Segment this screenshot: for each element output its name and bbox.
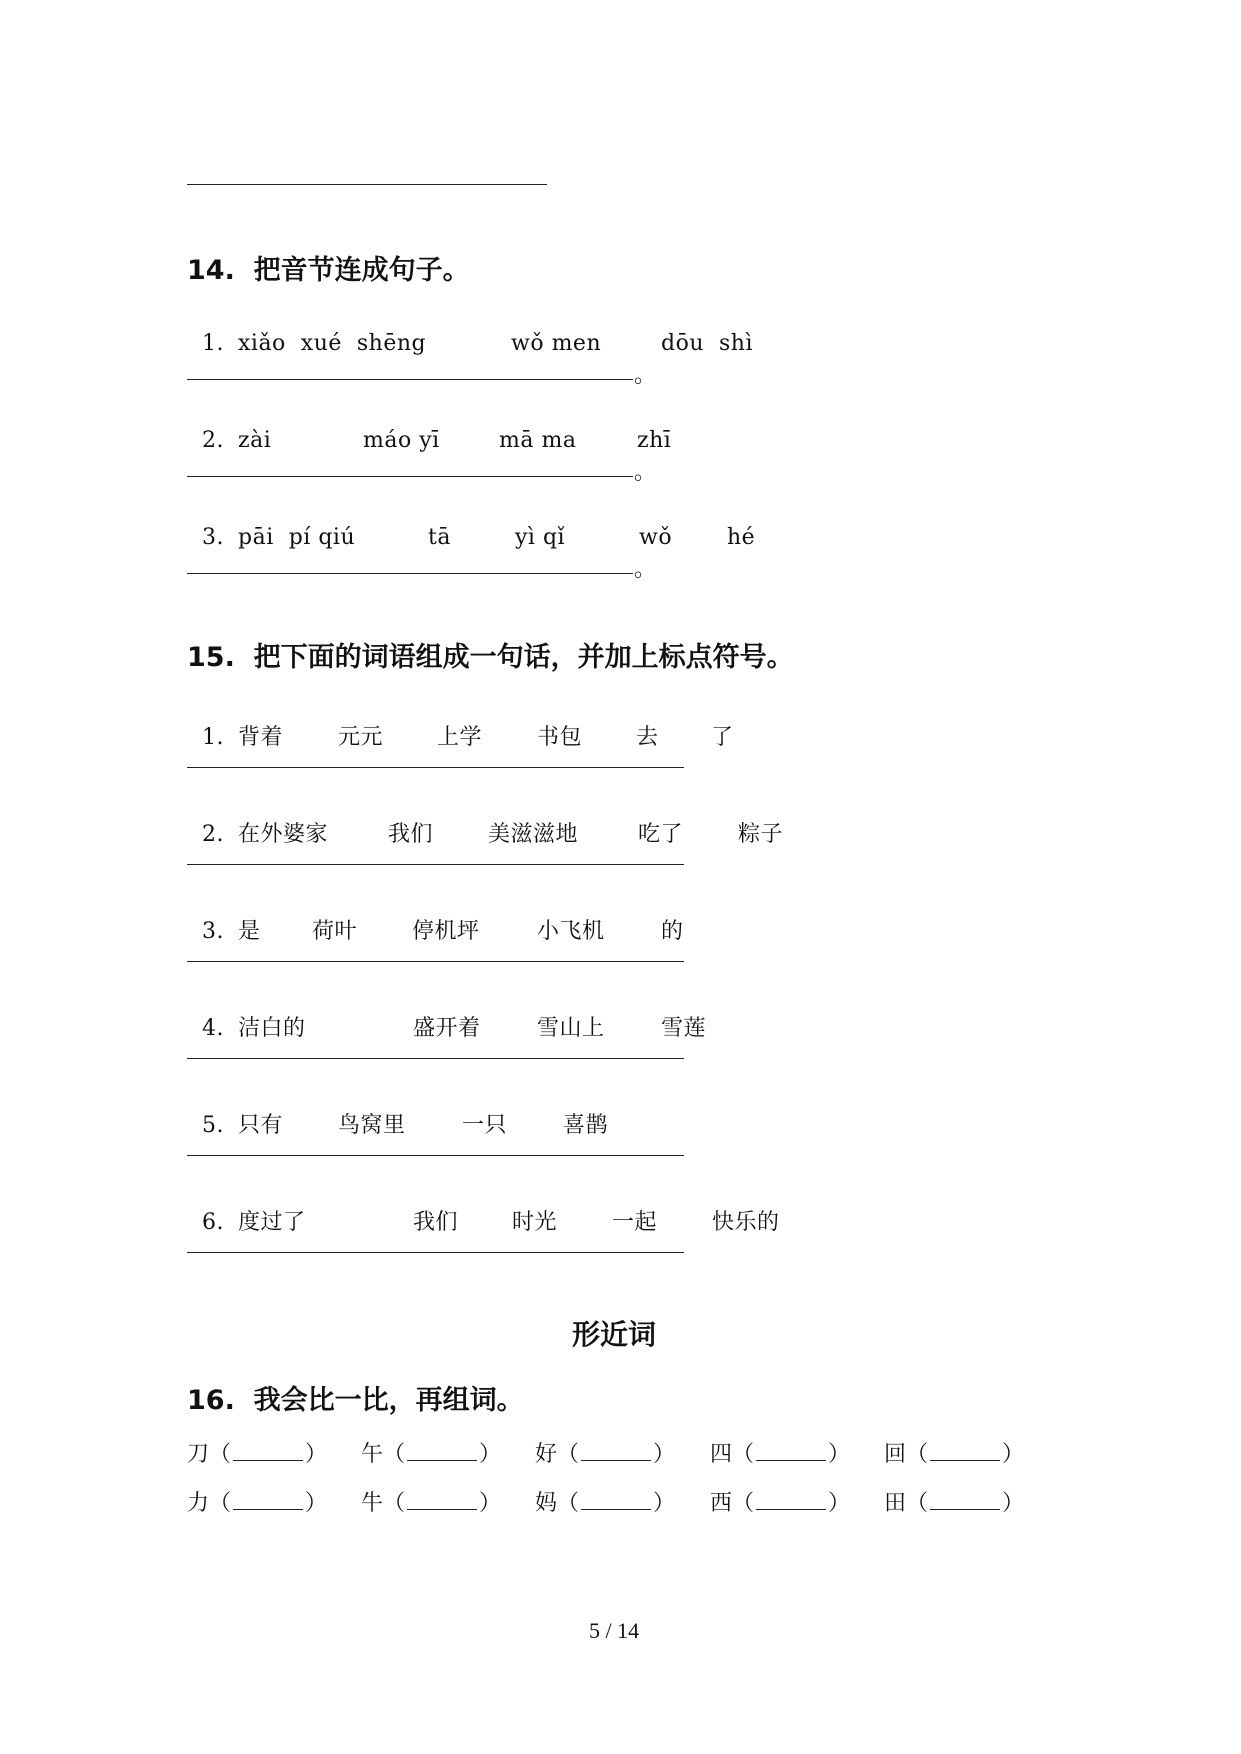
close-paren: ） [305, 1491, 328, 1516]
syllable: zài [238, 428, 272, 453]
close-paren: ） [479, 1491, 502, 1516]
word: 停机坪 [412, 919, 480, 944]
char-pair [187, 1437, 327, 1468]
syllable: xiǎo xué shēng [238, 331, 427, 356]
answer-period: 。 [634, 460, 657, 485]
character: 力 [187, 1491, 210, 1516]
syllable: tā [428, 525, 451, 550]
answer-line [187, 1058, 684, 1059]
item-number: 4. [202, 1016, 224, 1041]
character: 田 [884, 1491, 907, 1516]
word: 元元 [338, 725, 384, 750]
answer-blank[interactable] [581, 1491, 651, 1510]
char-pair [710, 1437, 850, 1468]
item-number: 3. [202, 919, 224, 944]
character: 刀 [187, 1442, 210, 1467]
word: 盛开着 [413, 1016, 481, 1041]
q15-item-1 [187, 695, 734, 751]
word: 雪莲 [661, 1016, 707, 1041]
q14-item-2 [187, 403, 671, 453]
syllable: wǒ [639, 525, 673, 550]
char-pair [535, 1437, 675, 1468]
char-pair [884, 1437, 1024, 1468]
character: 牛 [361, 1491, 384, 1516]
char-pair [535, 1486, 675, 1517]
answer-blank[interactable] [407, 1442, 477, 1461]
word: 书包 [537, 725, 583, 750]
character: 回 [884, 1442, 907, 1467]
question-16-title: 16. 我会比一比，再组词。 [187, 1385, 524, 1416]
answer-line [187, 864, 684, 865]
answer-line [187, 767, 684, 768]
open-paren: （ [557, 1491, 580, 1516]
item-number: 5. [202, 1113, 224, 1138]
item-number: 1. [202, 725, 224, 750]
word: 小飞机 [537, 919, 605, 944]
word: 雪山上 [537, 1016, 605, 1041]
word: 去 [636, 725, 659, 750]
open-paren: （ [209, 1442, 232, 1467]
word: 鸟窝里 [338, 1113, 406, 1138]
answer-line [187, 379, 633, 380]
answer-blank[interactable] [930, 1491, 1000, 1510]
close-paren: ） [1002, 1442, 1025, 1467]
character: 午 [361, 1442, 384, 1467]
char-pair [710, 1486, 850, 1517]
character: 好 [535, 1442, 558, 1467]
open-paren: （ [383, 1442, 406, 1467]
close-paren: ） [305, 1442, 328, 1467]
close-paren: ） [828, 1491, 851, 1516]
item-number: 1. [202, 331, 224, 356]
char-pair [884, 1486, 1024, 1517]
word: 喜鹊 [563, 1113, 609, 1138]
answer-blank[interactable] [930, 1442, 1000, 1461]
word: 美滋滋地 [488, 822, 579, 847]
syllable: dōu shì [661, 331, 753, 356]
word: 上学 [437, 725, 483, 750]
char-pair [361, 1486, 501, 1517]
word: 的 [661, 919, 684, 944]
q15-item-4 [187, 986, 706, 1042]
word: 荷叶 [312, 919, 358, 944]
answer-line-top [187, 184, 547, 185]
q14-item-3 [187, 500, 755, 550]
open-paren: （ [732, 1442, 755, 1467]
answer-line [187, 476, 633, 477]
answer-blank[interactable] [407, 1491, 477, 1510]
answer-blank[interactable] [233, 1491, 303, 1510]
close-paren: ） [479, 1442, 502, 1467]
syllable: yì qǐ [515, 525, 566, 550]
open-paren: （ [906, 1442, 929, 1467]
word: 我们 [413, 1210, 459, 1235]
word: 度过了 [238, 1210, 306, 1235]
item-number: 6. [202, 1210, 224, 1235]
syllable: máo yī [363, 428, 440, 453]
word: 快乐的 [712, 1210, 780, 1235]
word: 洁白的 [238, 1016, 306, 1041]
word: 一只 [462, 1113, 508, 1138]
character: 妈 [535, 1491, 558, 1516]
open-paren: （ [557, 1442, 580, 1467]
answer-blank[interactable] [233, 1442, 303, 1461]
open-paren: （ [906, 1491, 929, 1516]
syllable: wǒ men [511, 331, 602, 356]
char-pair [187, 1486, 327, 1517]
answer-blank[interactable] [756, 1491, 826, 1510]
answer-line [187, 573, 633, 574]
character: 西 [710, 1491, 733, 1516]
word: 吃了 [638, 822, 684, 847]
word: 背着 [238, 725, 284, 750]
q15-item-6 [187, 1180, 780, 1236]
syllable: mā ma [499, 428, 577, 453]
word: 粽子 [738, 822, 784, 847]
q15-item-2 [187, 792, 783, 848]
q14-item-1 [187, 306, 753, 356]
answer-line [187, 961, 684, 962]
answer-line [187, 1155, 684, 1156]
question-14-title: 14. 把音节连成句子。 [187, 255, 470, 286]
char-pair [361, 1437, 501, 1468]
word: 一起 [612, 1210, 658, 1235]
character: 四 [710, 1442, 733, 1467]
item-number: 2. [202, 822, 224, 847]
word: 是 [238, 919, 261, 944]
answer-blank[interactable] [581, 1442, 651, 1461]
word: 在外婆家 [238, 822, 329, 847]
item-number: 2. [202, 428, 224, 453]
open-paren: （ [383, 1491, 406, 1516]
word: 时光 [512, 1210, 558, 1235]
word: 我们 [388, 822, 434, 847]
answer-line [187, 1252, 684, 1253]
close-paren: ） [653, 1442, 676, 1467]
answer-period: 。 [634, 557, 657, 582]
subheading-similar-characters: 形近词 [572, 1318, 657, 1351]
syllable: hé [727, 525, 756, 550]
open-paren: （ [732, 1491, 755, 1516]
open-paren: （ [209, 1491, 232, 1516]
answer-blank[interactable] [756, 1442, 826, 1461]
close-paren: ） [1002, 1491, 1025, 1516]
item-number: 3. [202, 525, 224, 550]
syllable: zhī [637, 428, 672, 453]
close-paren: ） [828, 1442, 851, 1467]
word: 只有 [238, 1113, 284, 1138]
q15-item-5 [187, 1083, 608, 1139]
q15-item-3 [187, 889, 684, 945]
answer-period: 。 [634, 363, 657, 388]
syllable: pāi pí qiú [238, 525, 356, 550]
close-paren: ） [653, 1491, 676, 1516]
word: 了 [711, 725, 734, 750]
page-number: 5 / 14 [589, 1618, 640, 1643]
question-15-title: 15. 把下面的词语组成一句话，并加上标点符号。 [187, 642, 794, 673]
